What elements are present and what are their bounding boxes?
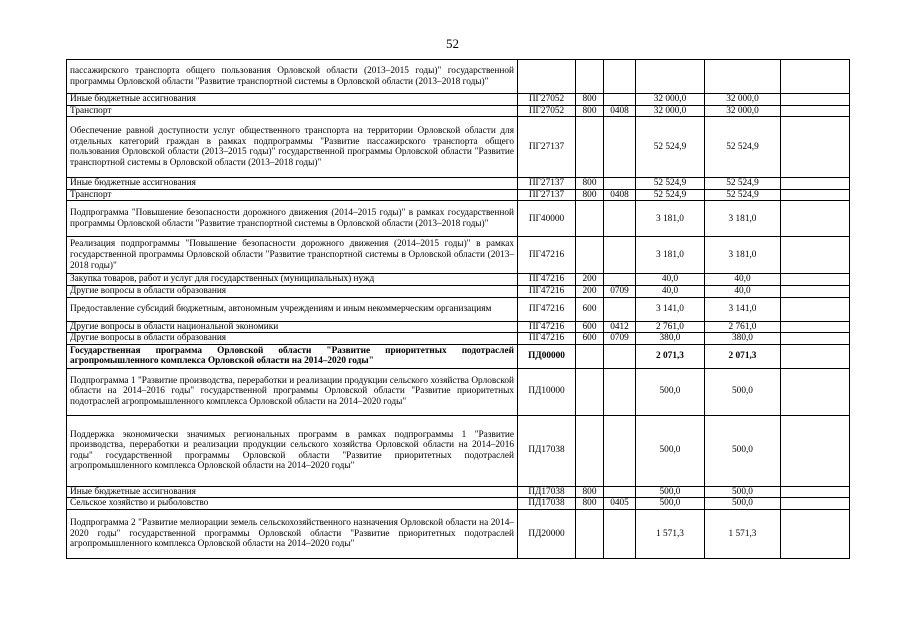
cell-section (604, 274, 636, 286)
cell-section (604, 117, 636, 178)
cell-blank (781, 274, 850, 286)
cell-name: Иные бюджетные ассигнования (67, 94, 518, 106)
cell-name: Подпрограмма 1 "Развитие производства, переработки и реализации продукции сельского хозяйства Орловской области на 2014–2016 годы" государственной программы Орловской области "Развитие приоритетных подотраслей агропромышленного комплекса Орловской области на 2014–2020 годы" (67, 368, 518, 415)
table-row (67, 344, 850, 368)
cell-amount-2: 380,0 (705, 333, 781, 345)
cell-blank (781, 321, 850, 333)
table-row (67, 237, 850, 274)
cell-name: Транспорт (67, 189, 518, 201)
table-row (67, 94, 850, 106)
cell-code: ПГ27137 (518, 178, 576, 190)
cell-amount-1: 52 524,9 (636, 189, 705, 201)
cell-amount-1: 40,0 (636, 274, 705, 286)
cell-amount-1: 32 000,0 (636, 94, 705, 106)
cell-amount-1: 2 071,3 (636, 344, 705, 368)
cell-blank (781, 94, 850, 106)
cell-code: ПГ40000 (518, 201, 576, 237)
cell-amount-1: 3 141,0 (636, 297, 705, 321)
cell-name: Предоставление субсидий бюджетным, автономным учреждениям и иным некоммерческим организациям (67, 297, 518, 321)
cell-amount-2: 3 141,0 (705, 297, 781, 321)
table-row (67, 297, 850, 321)
cell-expense-type: 200 (576, 285, 604, 297)
cell-expense-type: 800 (576, 105, 604, 117)
cell-amount-1: 500,0 (636, 498, 705, 510)
cell-name: Поддержка экономически значимых региональных программ в рамках подпрограммы 1 "Развитие производства, переработки и реализации продукции сельского хозяйства Орловской области на 2014–2016 годы" государственной программы Орловской области "Развитие приоритетных подотраслей агропромышленного комплекса Орловской области на 2014–2020 годы" (67, 415, 518, 486)
cell-section: 0709 (604, 333, 636, 345)
cell-blank (781, 201, 850, 237)
cell-code: ПГ47216 (518, 321, 576, 333)
cell-expense-type (576, 368, 604, 415)
cell-amount-2: 32 000,0 (705, 105, 781, 117)
table-row (67, 189, 850, 201)
cell-expense-type (576, 117, 604, 178)
cell-expense-type: 600 (576, 321, 604, 333)
table-row (67, 60, 850, 94)
cell-code (518, 60, 576, 94)
table-row (67, 333, 850, 345)
table-row (67, 274, 850, 286)
cell-blank (781, 189, 850, 201)
cell-blank (781, 368, 850, 415)
cell-name: Иные бюджетные ассигнования (67, 178, 518, 190)
table-row (67, 498, 850, 510)
cell-code: ПГ47216 (518, 274, 576, 286)
cell-code: ПГ27052 (518, 94, 576, 106)
table-row (67, 509, 850, 558)
cell-blank (781, 344, 850, 368)
cell-amount-2 (705, 60, 781, 94)
cell-blank (781, 285, 850, 297)
table-row (67, 415, 850, 486)
cell-expense-type: 600 (576, 297, 604, 321)
cell-name: Другие вопросы в области образования (67, 285, 518, 297)
cell-section (604, 486, 636, 498)
cell-code: ПД10000 (518, 368, 576, 415)
cell-amount-2: 500,0 (705, 415, 781, 486)
cell-blank (781, 333, 850, 345)
cell-amount-1: 3 181,0 (636, 201, 705, 237)
cell-blank (781, 509, 850, 558)
cell-section (604, 201, 636, 237)
cell-amount-1: 380,0 (636, 333, 705, 345)
cell-code: ПД20000 (518, 509, 576, 558)
cell-blank (781, 486, 850, 498)
cell-name: Другие вопросы в области образования (67, 333, 518, 345)
cell-amount-1: 2 761,0 (636, 321, 705, 333)
cell-code: ПГ47216 (518, 237, 576, 274)
cell-code: ПГ27052 (518, 105, 576, 117)
cell-name: Сельское хозяйство и рыболовство (67, 498, 518, 510)
cell-expense-type: 800 (576, 94, 604, 106)
table-row (67, 178, 850, 190)
cell-name: Государственная программа Орловской области "Развитие приоритетных подотраслей агропромышленного комплекса Орловской области на 2014–2020 годы" (67, 344, 518, 368)
cell-name: Транспорт (67, 105, 518, 117)
cell-amount-2: 40,0 (705, 285, 781, 297)
budget-table (66, 59, 850, 559)
cell-amount-1: 52 524,9 (636, 117, 705, 178)
table-row (67, 117, 850, 178)
cell-expense-type (576, 237, 604, 274)
cell-amount-2: 500,0 (705, 368, 781, 415)
cell-section (604, 178, 636, 190)
cell-expense-type: 800 (576, 189, 604, 201)
cell-blank (781, 237, 850, 274)
cell-name: Реализация подпрограммы "Повышение безопасности дорожного движения (2014–2015 годы)" в рамках государственной программы Орловской области "Развитие транспортной системы в Орловской области (2013–2018 годы)" (67, 237, 518, 274)
cell-expense-type (576, 415, 604, 486)
cell-section (604, 509, 636, 558)
cell-name: Иные бюджетные ассигнования (67, 486, 518, 498)
cell-code: ПД17038 (518, 486, 576, 498)
cell-amount-2: 2 761,0 (705, 321, 781, 333)
cell-amount-2: 500,0 (705, 498, 781, 510)
cell-name: Подпрограмма 2 "Развитие мелиорации земель сельскохозяйственного назначения Орловской области на 2014–2020 годы" государственной программы Орловской области "Развитие приоритетных подотраслей агропромышленного комплекса Орловской области на 2014–2020 годы" (67, 509, 518, 558)
cell-blank (781, 105, 850, 117)
cell-section: 0408 (604, 105, 636, 117)
table-row (67, 486, 850, 498)
cell-section (604, 297, 636, 321)
cell-expense-type: 800 (576, 178, 604, 190)
cell-amount-1: 40,0 (636, 285, 705, 297)
cell-amount-2: 3 181,0 (705, 201, 781, 237)
cell-blank (781, 60, 850, 94)
cell-section (604, 344, 636, 368)
cell-section (604, 368, 636, 415)
table-row (67, 321, 850, 333)
cell-expense-type: 800 (576, 486, 604, 498)
table-row (67, 285, 850, 297)
cell-blank (781, 498, 850, 510)
cell-code: ПД17038 (518, 498, 576, 510)
cell-name: Другие вопросы в области национальной экономики (67, 321, 518, 333)
cell-blank (781, 415, 850, 486)
cell-section: 0408 (604, 189, 636, 201)
cell-code: ПД00000 (518, 344, 576, 368)
cell-amount-1: 1 571,3 (636, 509, 705, 558)
cell-blank (781, 297, 850, 321)
cell-amount-1: 52 524,9 (636, 178, 705, 190)
cell-name: Обеспечение равной доступности услуг общественного транспорта на территории Орловской области для отдельных категорий граждан в рамках подпрограммы "Развитие пассажирского транспорта общего пользования Орловской области (2013–2015 годы)" государственной программы Орловской области "Развитие транспортной системы в Орловской области (2013–2018 годы)" (67, 117, 518, 178)
cell-section: 0412 (604, 321, 636, 333)
cell-expense-type (576, 60, 604, 94)
cell-section (604, 415, 636, 486)
cell-name: пассажирского транспорта общего пользования Орловской области (2013–2015 годы)" государственной программы Орловской области "Развитие транспортной системы в Орловской области (2013–2018 годы)" (67, 60, 518, 94)
page-number: 52 (446, 36, 459, 51)
cell-expense-type (576, 509, 604, 558)
cell-amount-2: 52 524,9 (705, 178, 781, 190)
cell-expense-type: 800 (576, 498, 604, 510)
cell-amount-1: 32 000,0 (636, 105, 705, 117)
cell-name: Подпрограмма "Повышение безопасности дорожного движения (2014–2015 годы)" в рамках государственной программы Орловской области "Развитие транспортной системы в Орловской области (2013–2018 годы)" (67, 201, 518, 237)
cell-amount-1: 3 181,0 (636, 237, 705, 274)
cell-amount-1: 500,0 (636, 486, 705, 498)
cell-amount-1: 500,0 (636, 415, 705, 486)
table-row (67, 368, 850, 415)
cell-code: ПГ27137 (518, 117, 576, 178)
cell-section (604, 60, 636, 94)
cell-amount-1: 500,0 (636, 368, 705, 415)
cell-code: ПГ47216 (518, 333, 576, 345)
cell-code: ПД17038 (518, 415, 576, 486)
cell-amount-2: 2 071,3 (705, 344, 781, 368)
cell-code: ПГ47216 (518, 285, 576, 297)
cell-blank (781, 117, 850, 178)
cell-blank (781, 178, 850, 190)
table-row (67, 201, 850, 237)
cell-expense-type (576, 344, 604, 368)
cell-section (604, 237, 636, 274)
cell-code: ПГ47216 (518, 297, 576, 321)
cell-amount-2: 3 181,0 (705, 237, 781, 274)
cell-section: 0709 (604, 285, 636, 297)
cell-code: ПГ27137 (518, 189, 576, 201)
table-body (67, 60, 850, 559)
cell-name: Закупка товаров, работ и услуг для государственных (муниципальных) нужд (67, 274, 518, 286)
cell-section: 0405 (604, 498, 636, 510)
cell-expense-type: 200 (576, 274, 604, 286)
cell-amount-2: 40,0 (705, 274, 781, 286)
table-row (67, 105, 850, 117)
cell-amount-2: 52 524,9 (705, 189, 781, 201)
cell-section (604, 94, 636, 106)
cell-expense-type (576, 201, 604, 237)
cell-amount-2: 1 571,3 (705, 509, 781, 558)
cell-expense-type: 600 (576, 333, 604, 345)
cell-amount-1 (636, 60, 705, 94)
cell-amount-2: 500,0 (705, 486, 781, 498)
cell-amount-2: 52 524,9 (705, 117, 781, 178)
cell-amount-2: 32 000,0 (705, 94, 781, 106)
